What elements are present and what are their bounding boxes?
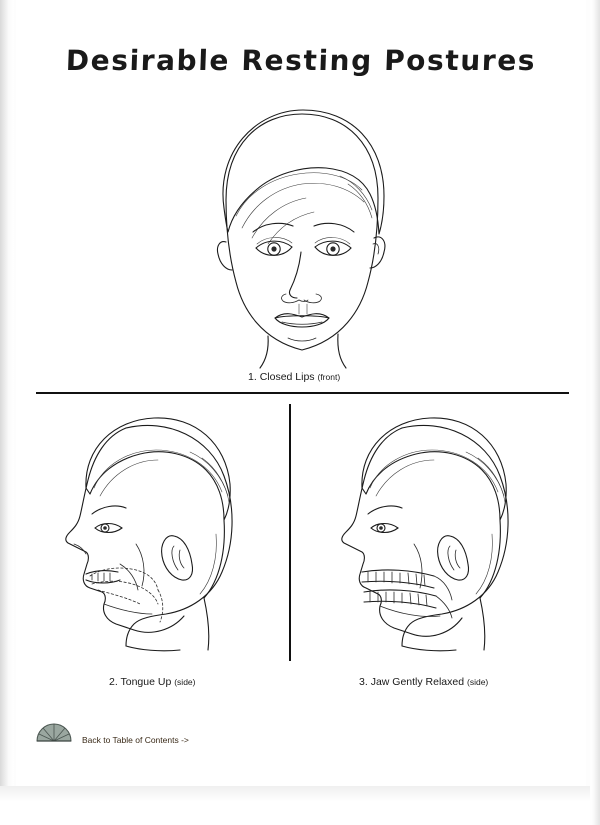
figure-tongue-up-side xyxy=(40,404,280,659)
sunrise-fan-icon[interactable] xyxy=(34,718,74,744)
caption-1-label: Closed Lips xyxy=(259,371,315,383)
divider-vertical xyxy=(289,404,291,661)
caption-figure-3 xyxy=(359,676,488,688)
page-title: Desirable Resting Postures xyxy=(65,44,537,77)
caption-2-view: (side) xyxy=(174,677,196,687)
page-bottom-shadow xyxy=(0,786,600,825)
face-front-icon xyxy=(156,92,446,372)
caption-3-label: Jaw Gently Relaxed xyxy=(370,676,465,688)
caption-3-view: (side) xyxy=(467,677,489,687)
caption-figure-2 xyxy=(109,676,195,688)
divider-horizontal xyxy=(36,392,569,394)
caption-2-number: 2. xyxy=(109,676,118,688)
figure-jaw-relaxed-side xyxy=(316,404,556,659)
face-profile-jaw-icon xyxy=(316,404,556,659)
caption-3-number: 3. xyxy=(359,676,368,688)
caption-2-label: Tongue Up xyxy=(120,676,172,688)
figure-closed-lips-front xyxy=(156,92,446,372)
caption-figure-1 xyxy=(248,371,340,383)
back-to-table-of-contents-link[interactable]: Back to Table of Contents -> xyxy=(82,735,189,745)
caption-1-view: (front) xyxy=(317,372,341,382)
face-profile-tongue-icon xyxy=(40,404,280,659)
caption-1-number: 1. xyxy=(248,371,257,383)
page-sheet xyxy=(16,0,586,790)
